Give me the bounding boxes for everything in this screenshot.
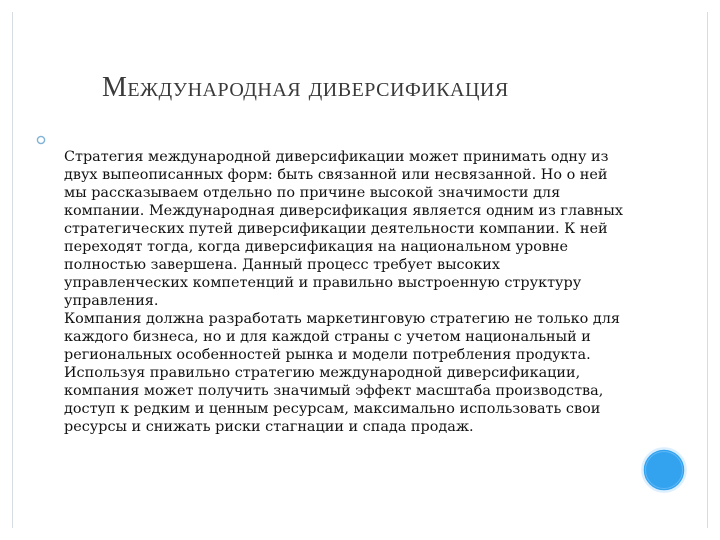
hollow-circle-bullet-icon [36,135,46,145]
body-paragraph-1: Стратегия международной диверсификации может принимать одну из двух выпеописанных форм: быть связанной или несвязанной. Но о ней мы рассказываем отдельно по причине высокой значимости для компании. Международная диверсификация является одним из главных стратегических путей диверсификации деятельности компании. К ней переходят тогда, когда диверсификация на национальном уровне полностью завершена. Данный процесс требует высоких управленческих компетенций и правильно выстроенную структуру управления. [64,149,623,309]
slide-title: Международная диверсификация [102,72,509,103]
blue-circle-icon [641,447,687,493]
body-paragraph-2: Компания должна разработать маркетинговую стратегию не только для каждого бизнеса, но и для каждой страны с учетом национальный и региональных особенностей рынка и модели потребления продукта. Используя правильно стратегию международной диверсификации, компания может получить значимый эффект масштаба производства, доступ к редким и ценным ресурсам, максимально использовать свои ресурсы и снижать риски стагнации и спада продаж. [64,311,620,435]
slide-body [64,148,624,436]
